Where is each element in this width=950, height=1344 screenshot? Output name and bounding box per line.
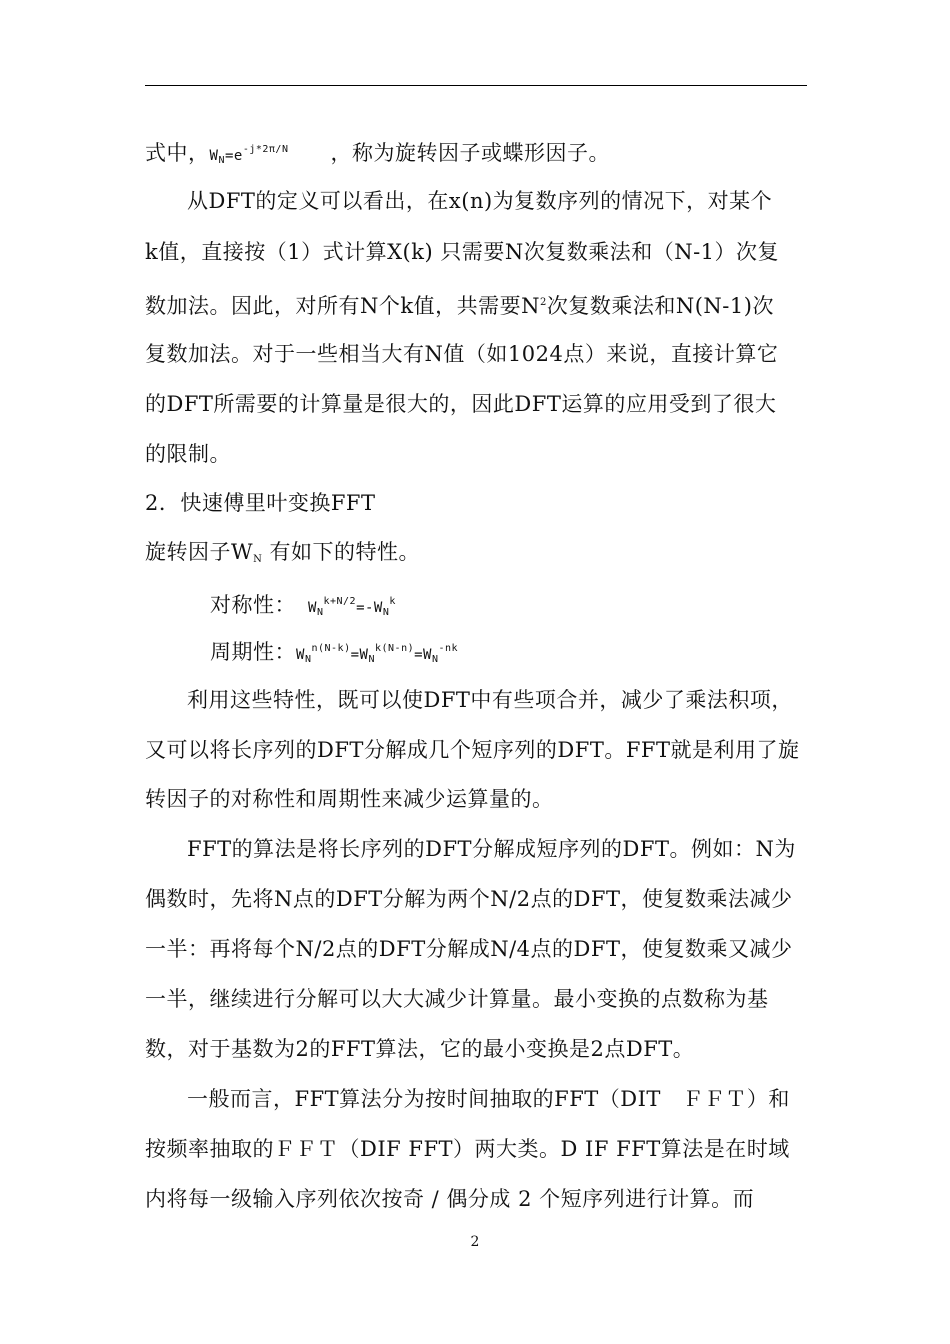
text: ，称为旋转因子或蝶形因子。 bbox=[330, 141, 610, 165]
paragraph-line: 数，对于基数为2的FFT算法，它的最小变换是2点DFT。 bbox=[145, 1037, 695, 1061]
paragraph-line: k值，直接按（1）式计算X(k) 只需要N次复数乘法和（N-1）次复 bbox=[145, 240, 780, 264]
paragraph-line: 又可以将长序列的DFT分解成几个短序列的DFT。FFT就是利用了旋 bbox=[145, 738, 800, 762]
paragraph-line: 旋转因子$W_N$ 有如下的特性。 bbox=[145, 540, 421, 565]
page-number: 2 bbox=[470, 1234, 480, 1250]
paragraph-line: FFT的算法是将长序列的DFT分解成短序列的DFT。例如：N为 bbox=[187, 837, 796, 861]
paragraph-line: 偶数时，先将N点的DFT分解为两个N/2点的DFT，使复数乘法减少 bbox=[145, 887, 793, 911]
section-heading: 2．快速傅里叶变换FFT bbox=[145, 491, 376, 515]
paragraph-line: 利用这些特性，既可以使DFT中有些项合并，减少了乘法积项， bbox=[187, 688, 793, 712]
paragraph-line: 内将每一级输入序列依次按奇 / 偶分成 2 个短序列进行计算。而 bbox=[145, 1187, 755, 1211]
paragraph-line: 的限制。 bbox=[145, 442, 231, 466]
paragraph-line: 一半：再将每个N/2点的DFT分解成N/4点的DFT，使复数乘又减少 bbox=[145, 937, 793, 961]
paragraph-line: 一半，继续进行分解可以大大减少计算量。最小变换的点数称为基 bbox=[145, 987, 769, 1011]
paragraph-line: 转因子的对称性和周期性来减少运算量的。 bbox=[145, 787, 554, 811]
paragraph-line: 按频率抽取的ＦＦＴ（DIF FFT）两大类。D IF FFT算法是在时域 bbox=[145, 1137, 790, 1161]
periodicity-formula: 周期性：$W_N^{n(N-k)}=W_N^{k(N-n)}=W_N^{-nk}$ bbox=[210, 640, 459, 665]
paragraph-line: 的DFT所需要的计算量是很大的，因此DFT运算的应用受到了很大 bbox=[145, 392, 777, 416]
header-rule bbox=[145, 85, 807, 86]
paragraph-line: 一般而言，FFT算法分为按时间抽取的FFT（DIT ＦＦＴ）和 bbox=[187, 1087, 790, 1111]
paragraph-line: 数加法。因此，对所有N个k值，共需要$N^2$次复数乘法和N(N-1)次 bbox=[145, 294, 774, 318]
paragraph-line: 复数加法。对于一些相当大有N值（如1024点）来说，直接计算它 bbox=[145, 342, 779, 366]
symmetry-formula: 对称性： $W_N^{k+N/2}=-W_N^k$ bbox=[210, 593, 396, 618]
line-twiddle-definition bbox=[145, 137, 610, 174]
text: 式中， bbox=[145, 141, 210, 165]
paragraph-line: 从DFT的定义可以看出，在x(n)为复数序列的情况下，对某个 bbox=[187, 189, 773, 213]
formula-w: $W_N=e^{-j*2\pi/N}$ bbox=[209, 144, 289, 166]
